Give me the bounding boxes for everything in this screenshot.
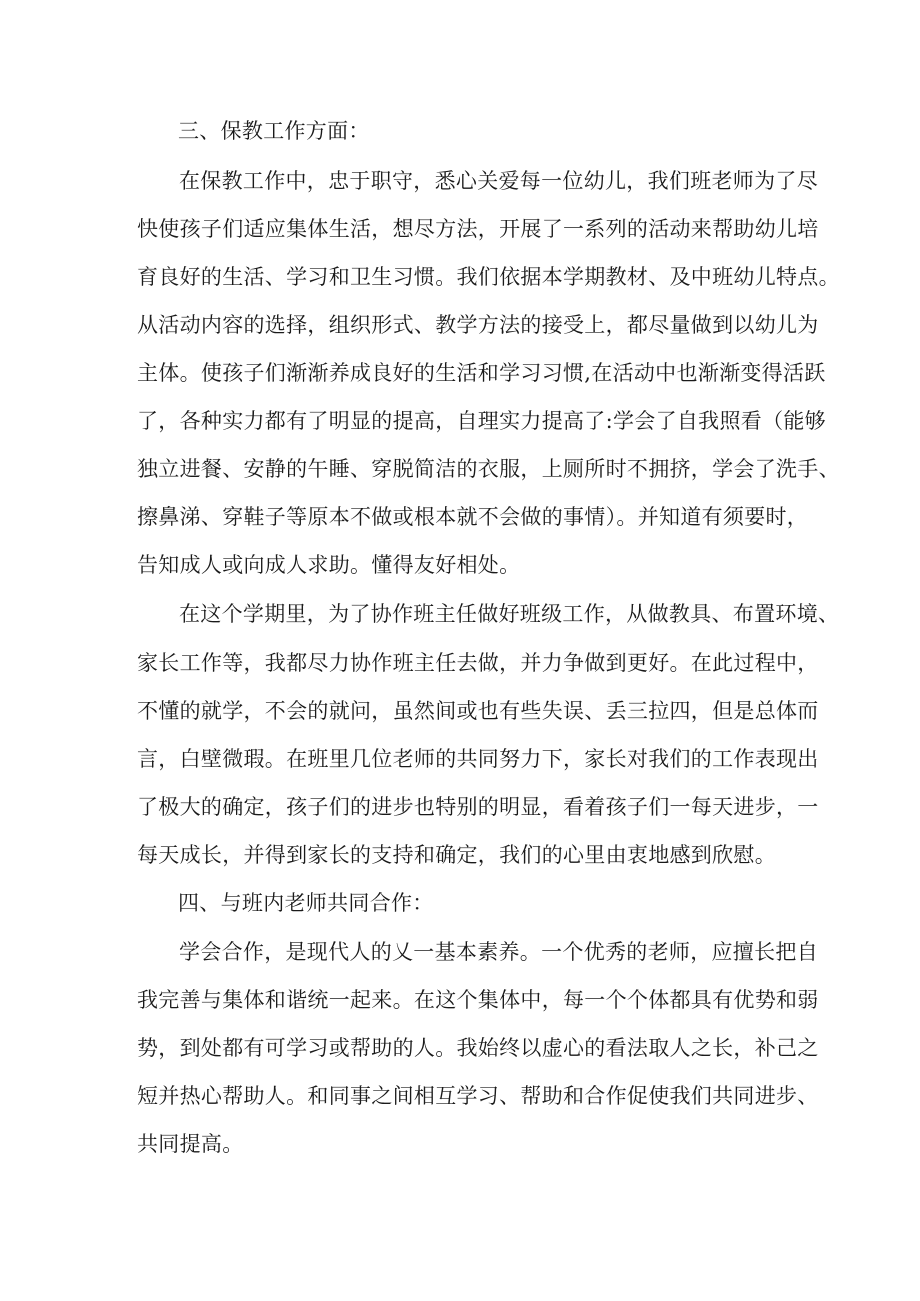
paragraph-line: 主体。使孩子们渐渐养成良好的生活和学习习惯,在活动中也渐渐变得活跃 — [137, 361, 826, 385]
paragraph-line: 告知成人或向成人求助。懂得友好相处。 — [137, 553, 521, 577]
paragraph-line: 育良好的生活、学习和卫生习惯。我们依据本学期教材、及中班幼儿特点。 — [137, 265, 840, 289]
paragraph-line: 我完善与集体和谐统一起来。在这个集体中，每一个个体都具有优势和弱 — [137, 988, 819, 1012]
paragraph-line: 在这个学期里，为了协作班主任做好班级工作，从做教具、布置环境、 — [179, 602, 840, 626]
section-3-heading: 三、保教工作方面： — [178, 119, 370, 143]
section-4-heading: 四、与班内老师共同合作： — [178, 891, 434, 915]
paragraph-line: 势，到处都有可学习或帮助的人。我始终以虚心的看法取人之长，补己之 — [137, 1036, 819, 1060]
paragraph-line: 了，各种实力都有了明显的提高，自理实力提高了:学会了自我照看（能够 — [137, 409, 826, 433]
paragraph-line: 学会合作，是现代人的乂一基本素养。一个优秀的老师，应擅长把自 — [179, 940, 818, 964]
paragraph-line: 不懂的就学，不会的就问，虽然间或也有些失误、丢三拉四，但是总体而 — [137, 699, 819, 723]
paragraph-line: 在保教工作中，忠于职守，悉心关爱每一位幼儿，我们班老师为了尽 — [179, 169, 818, 193]
paragraph-line: 短并热心帮助人。和同事之间相互学习、帮助和合作促使我们共同进步、 — [137, 1084, 819, 1108]
paragraph-line: 擦鼻涕、穿鞋子等原本不做或根本就不会做的事情）。并知道有须要时， — [137, 505, 809, 529]
paragraph-line: 每天成长，并得到家长的支持和确定，我们的心里由衷地感到欣慰。 — [137, 843, 776, 867]
paragraph-line: 独立进餐、安静的午睡、穿脱简洁的衣服，上厕所时不拥挤，学会了洗手、 — [137, 457, 840, 481]
paragraph-line: 共同提高。 — [137, 1132, 244, 1156]
paragraph-line: 了极大的确定，孩子们的进步也特别的明显，看着孩子们一每天进步，一 — [137, 795, 819, 819]
paragraph-line: 言，白壁微瑕。在班里几位老师的共同努力下，家长对我们的工作表现出 — [137, 747, 819, 771]
paragraph-line: 从活动内容的选择，组织形式、教学方法的接受上，都尽量做到以幼儿为 — [137, 313, 819, 337]
paragraph-line: 快使孩子们适应集体生活，想尽方法，开展了一系列的活动来帮助幼儿培 — [137, 217, 819, 241]
paragraph-line: 家长工作等，我都尽力协作班主任去做，并力争做到更好。在此过程中， — [137, 651, 819, 675]
